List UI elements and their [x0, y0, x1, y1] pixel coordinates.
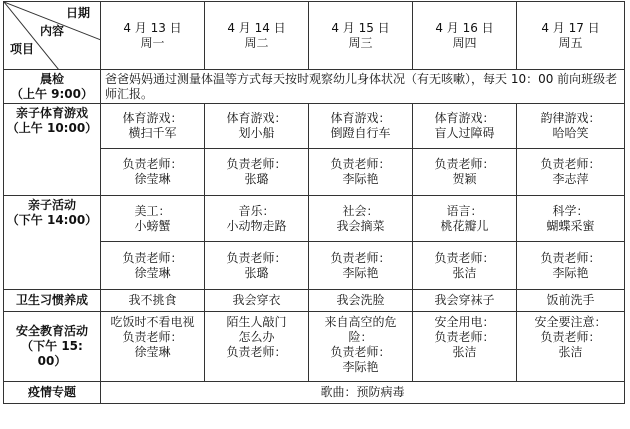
day-weekday: 周五: [558, 35, 583, 50]
sports-game: 体育游戏： 盲人过障碍: [413, 104, 517, 149]
safety-row: [4, 312, 625, 382]
corner-date-label: 日期: [66, 6, 91, 20]
corner-cell: [4, 2, 101, 70]
morning-check-row: [4, 70, 625, 104]
morning-check-label: 晨检 （上午 9:00）: [4, 70, 101, 104]
sports-game: 体育游戏： 划小船: [205, 104, 309, 149]
sports-row: [4, 104, 625, 149]
day-weekday: 周四: [452, 35, 477, 50]
sports-teacher: 负责老师： 张璐: [205, 149, 309, 196]
activity-item: 语言： 桃花瓣儿: [413, 196, 517, 242]
sports-teacher: 负责老师： 李志萍: [517, 149, 625, 196]
epidemic-text: 歌曲：预防病毒: [101, 382, 625, 404]
day-date: 4 月 14 日: [227, 20, 286, 35]
day-date: 4 月 13 日: [123, 20, 182, 35]
activity-item: 音乐： 小动物走路: [205, 196, 309, 242]
day-header-1: [101, 2, 205, 70]
activity-teacher: 负责老师： 李际艳: [309, 242, 413, 290]
activity-teacher: 负责老师： 张璐: [205, 242, 309, 290]
day-header-4: [413, 2, 517, 70]
day-date: 4 月 15 日: [331, 20, 390, 35]
hygiene-item: 我会穿衣: [205, 290, 309, 312]
safety-item: 来自高空的危 险： 负责老师： 李际艳: [309, 312, 413, 382]
day-date: 4 月 16 日: [435, 20, 494, 35]
epidemic-label: 疫情专题: [4, 382, 101, 404]
corner-content-label: 内容: [40, 24, 65, 38]
day-header-3: [309, 2, 413, 70]
hygiene-item: 我不挑食: [101, 290, 205, 312]
day-date: 4 月 17 日: [541, 20, 600, 35]
activity-item: 科学： 蝴蝶采蜜: [517, 196, 625, 242]
safety-item: 吃饭时不看电视 负责老师： 徐莹琳: [101, 312, 205, 382]
safety-label: 安全教育活动 （下午 15: 00）: [4, 312, 101, 382]
sports-teacher: 负责老师： 贺颖: [413, 149, 517, 196]
day-weekday: 周一: [140, 35, 165, 50]
sports-teacher: 负责老师： 徐莹琳: [101, 149, 205, 196]
header-row: [4, 2, 625, 70]
sports-game: 体育游戏： 倒蹬自行车: [309, 104, 413, 149]
hygiene-row: [4, 290, 625, 312]
day-header-5: [517, 2, 625, 70]
activity-teacher: 负责老师： 张洁: [413, 242, 517, 290]
activity-item: 美工： 小螃蟹: [101, 196, 205, 242]
activity-row: [4, 196, 625, 242]
hygiene-item: 我会穿袜子: [413, 290, 517, 312]
hygiene-item: 饭前洗手: [517, 290, 625, 312]
morning-check-text: 爸爸妈妈通过测量体温等方式每天按时观察幼儿身体状况（有无咳嗽），每天 10：00 前向班级老师汇报。: [101, 70, 625, 104]
safety-item: 陌生人敲门 怎么办 负责老师：: [205, 312, 309, 382]
day-weekday: 周三: [348, 35, 373, 50]
sports-game: 体育游戏： 横扫千军: [101, 104, 205, 149]
activity-teacher: 负责老师： 李际艳: [517, 242, 625, 290]
corner-item-label: 项目: [10, 42, 35, 56]
safety-item: 安全要注意： 负责老师： 张洁: [517, 312, 625, 382]
sports-label: 亲子体育游戏 （上午 10:00）: [4, 104, 101, 196]
day-weekday: 周二: [244, 35, 269, 50]
activity-label: 亲子活动 （下午 14:00）: [4, 196, 101, 290]
day-header-2: [205, 2, 309, 70]
sports-game: 韵律游戏： 哈哈笑: [517, 104, 625, 149]
weekly-schedule-table: [3, 1, 625, 404]
sports-teacher: 负责老师： 李际艳: [309, 149, 413, 196]
hygiene-item: 我会洗脸: [309, 290, 413, 312]
activity-item: 社会： 我会摘菜: [309, 196, 413, 242]
activity-teacher: 负责老师： 徐莹琳: [101, 242, 205, 290]
epidemic-row: [4, 382, 625, 404]
hygiene-label: 卫生习惯养成: [4, 290, 101, 312]
safety-item: 安全用电： 负责老师： 张洁: [413, 312, 517, 382]
